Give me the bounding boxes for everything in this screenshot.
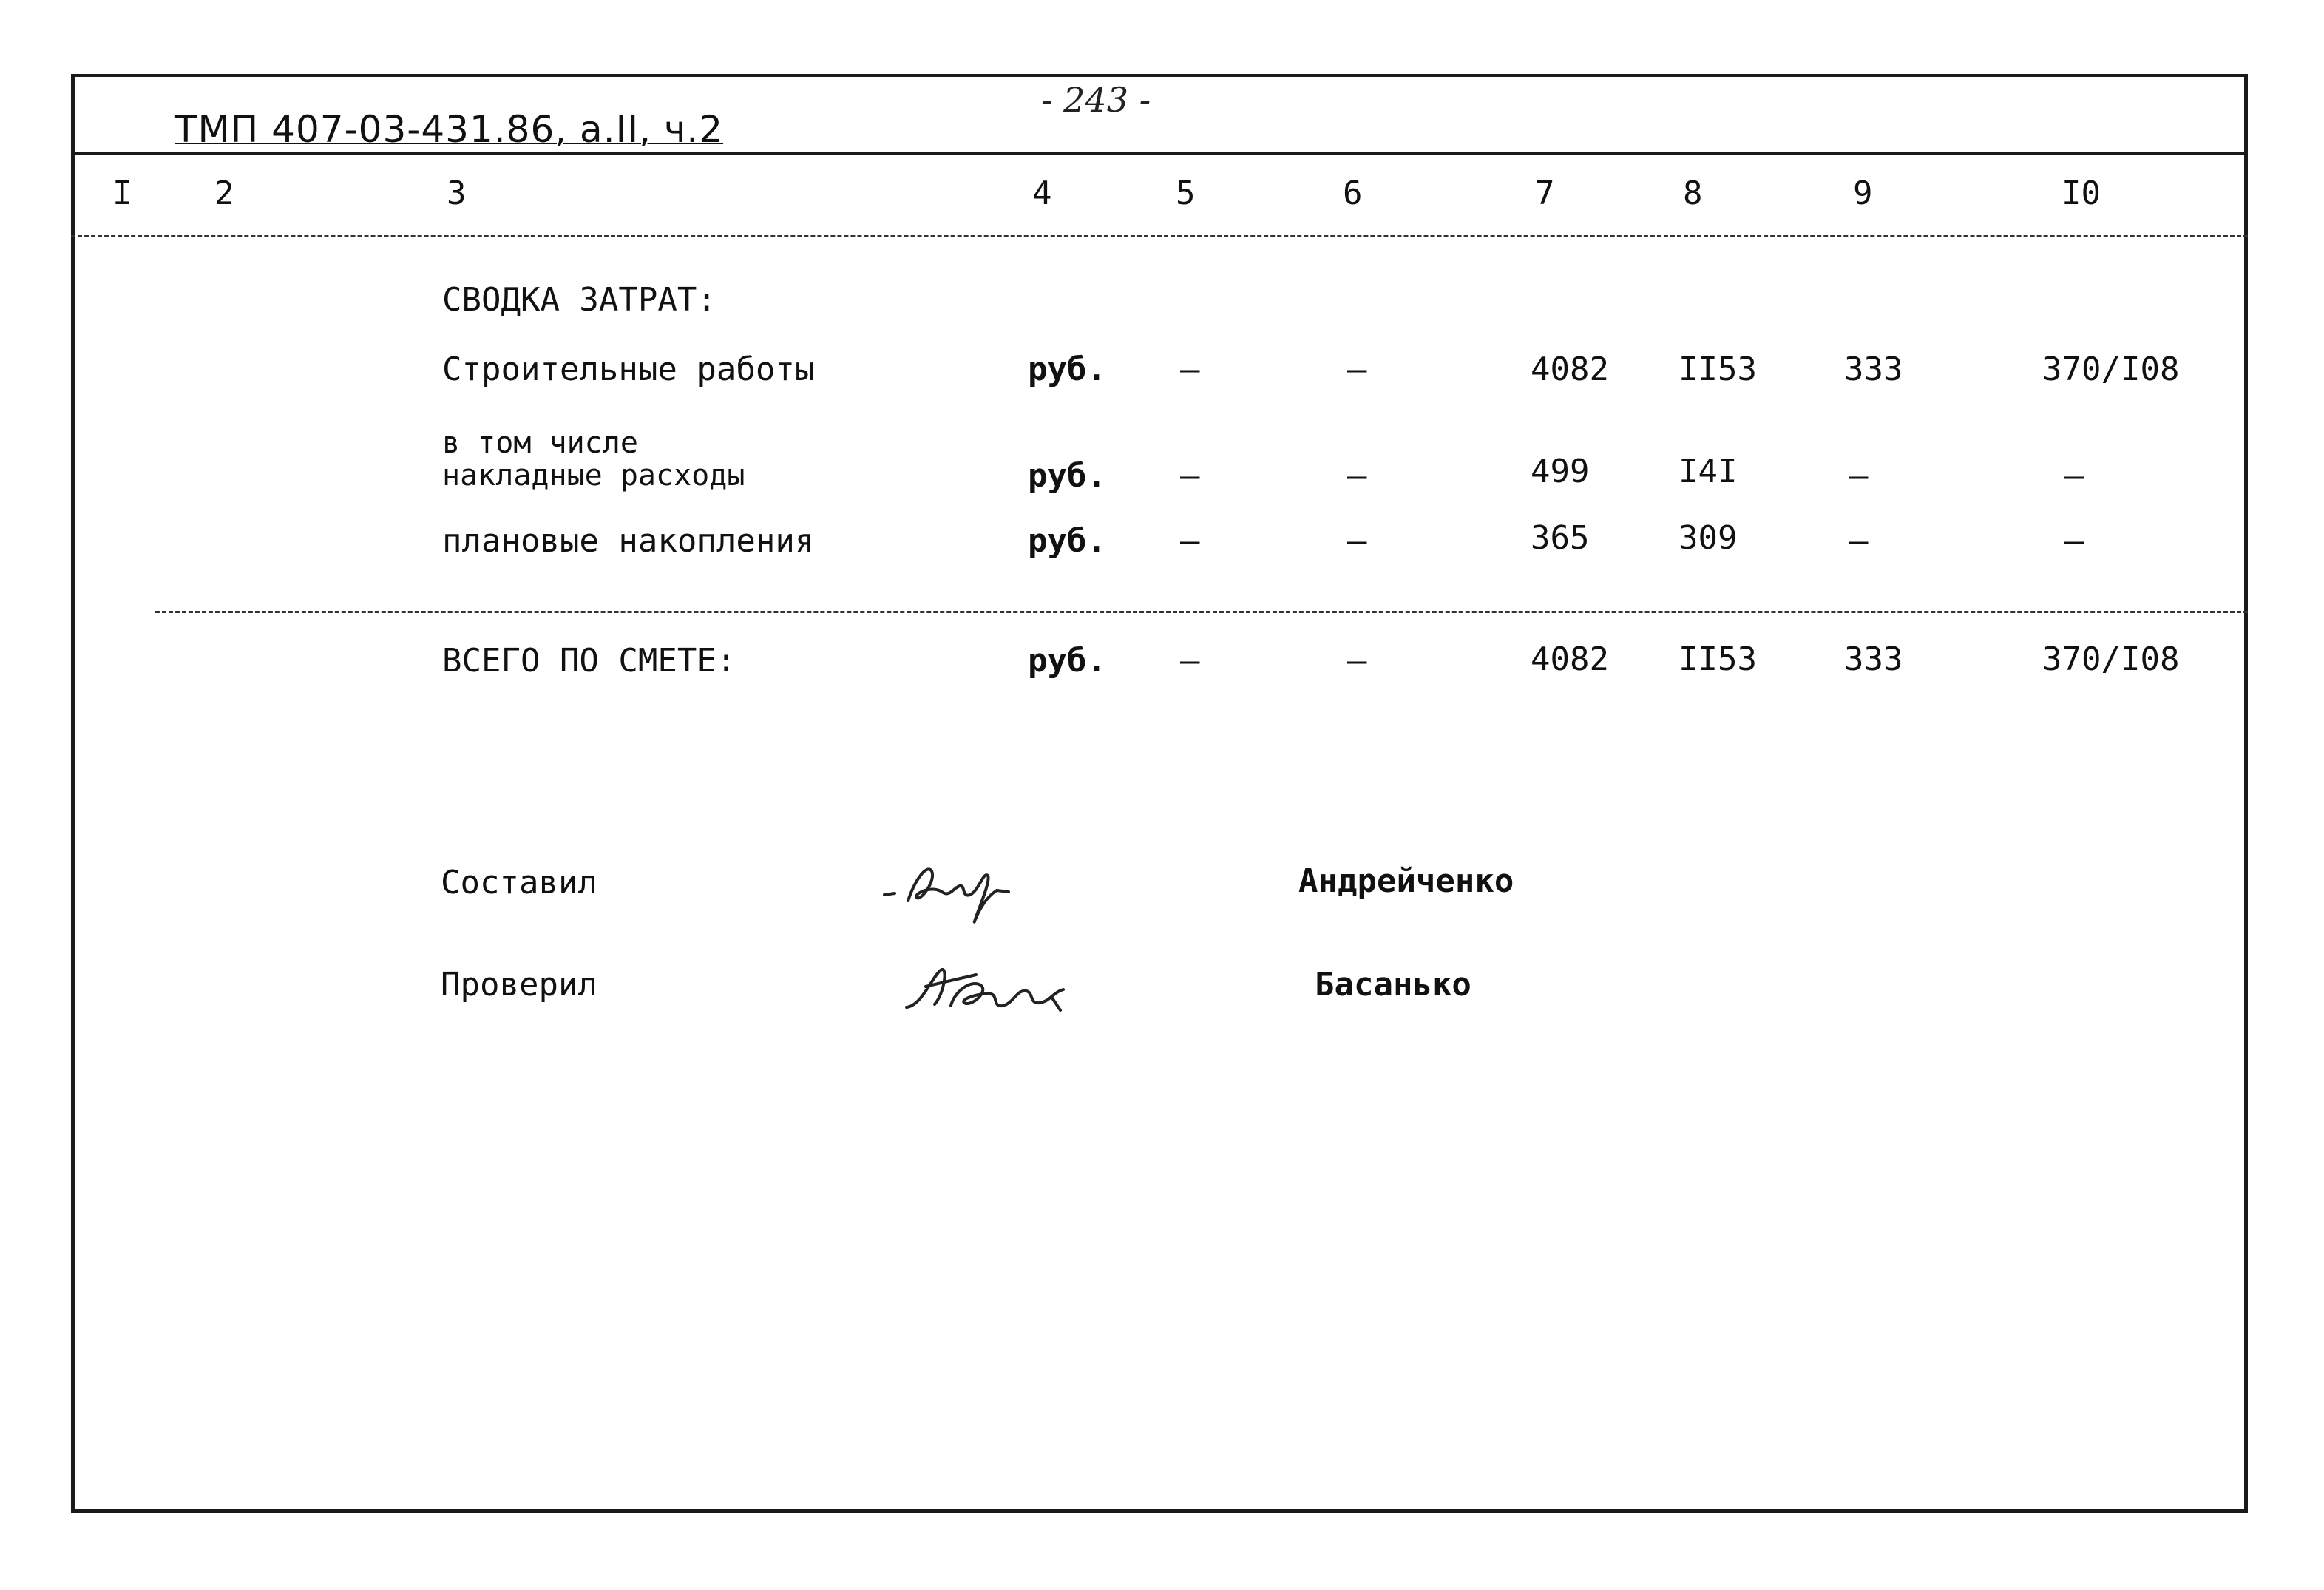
document-frame [71,74,2248,1513]
row-col9: 333 [1844,351,1903,388]
row-unit: руб. [1028,351,1106,388]
row-unit: руб. [1028,457,1106,495]
total-label: ВСЕГО ПО СМЕТЕ: [442,642,736,680]
row-col9: – [1849,457,1869,495]
column-number-9: 9 [1853,175,1873,212]
row-col10: – [2064,522,2084,560]
total-divider [155,611,2248,613]
total-col8: II53 [1678,640,1757,678]
total-col5: – [1180,642,1200,680]
document-code: ТМП 407-03-431.86, а.II, ч.2 [175,108,724,151]
row-unit: руб. [1028,522,1106,560]
row-name-line2: накладные расходы [442,459,745,493]
total-col10: 370/I08 [2042,640,2180,678]
column-number-8: 8 [1683,175,1703,212]
row-col8: II53 [1678,351,1757,388]
row-col6: – [1347,457,1367,495]
row-col5: – [1180,351,1200,388]
column-number-1: I [112,175,132,212]
total-col7: 4082 [1531,640,1609,678]
compiled-by-label: Составил [441,864,597,901]
column-number-3: 3 [447,175,467,212]
row-col8: I4I [1678,453,1738,490]
row-name: Строительные работы [442,351,815,388]
row-col7: 4082 [1531,351,1609,388]
row-col8: 309 [1678,519,1738,557]
row-name-line1: в том числе [442,426,638,460]
header-divider [71,152,2248,155]
row-name: плановые накопления [442,522,815,560]
column-header-divider [71,235,2248,237]
column-number-6: 6 [1343,175,1363,212]
checked-signature [899,948,1084,1029]
page-number: - 243 - [1041,80,1151,120]
total-col6: – [1347,642,1367,680]
compiled-by-name: Андрейченко [1298,862,1514,900]
row-col7: 365 [1531,519,1590,557]
row-col6: – [1347,351,1367,388]
row-col9: – [1849,522,1869,560]
row-col10: 370/I08 [2042,351,2180,388]
compiled-signature [878,849,1026,930]
row-col10: – [2064,457,2084,495]
column-number-2: 2 [214,175,234,212]
column-number-4: 4 [1032,175,1052,212]
column-number-10: I0 [2062,175,2101,212]
column-number-7: 7 [1535,175,1555,212]
row-col6: – [1347,522,1367,560]
section-title: СВОДКА ЗАТРАТ: [442,281,716,319]
row-col7: 499 [1531,453,1590,490]
column-number-5: 5 [1176,175,1196,212]
total-unit: руб. [1028,642,1106,680]
row-col5: – [1180,522,1200,560]
total-col9: 333 [1844,640,1903,678]
row-col5: – [1180,457,1200,495]
checked-by-label: Проверил [441,966,597,1004]
checked-by-name: Басанько [1315,966,1471,1004]
